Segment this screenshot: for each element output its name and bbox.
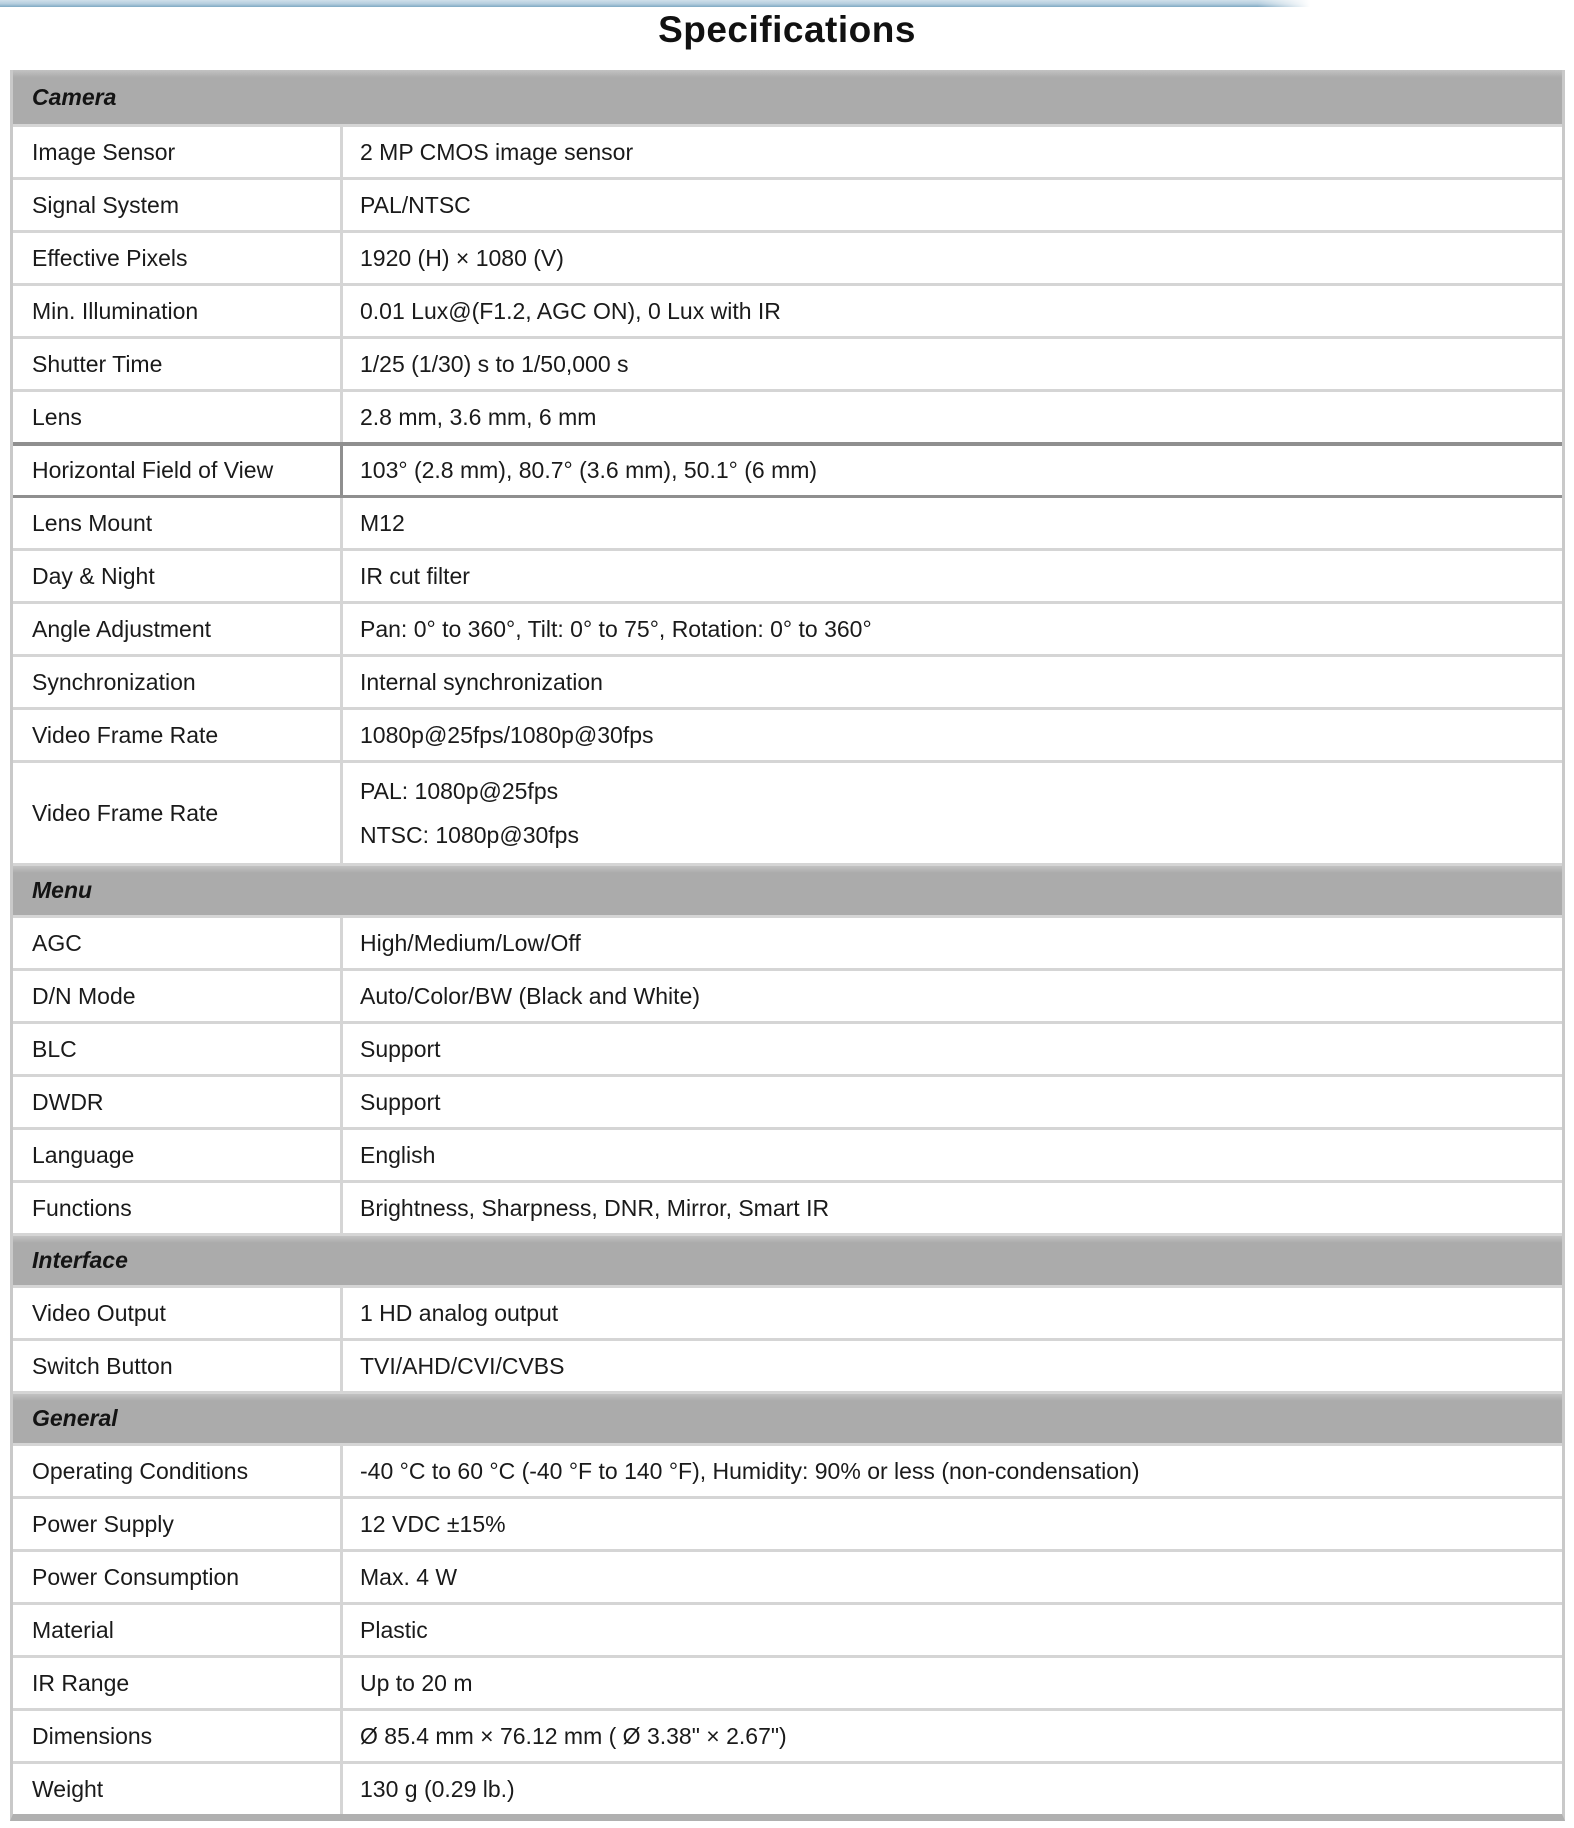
section-header-general: General bbox=[13, 1391, 1562, 1443]
spec-label: Angle Adjustment bbox=[13, 604, 343, 654]
spec-value: -40 °C to 60 °C (-40 °F to 140 °F), Humidity: 90% or less (non-condensation) bbox=[360, 1457, 1140, 1484]
spec-value: IR cut filter bbox=[360, 562, 470, 589]
spec-label: Lens bbox=[13, 392, 343, 442]
spec-row bbox=[13, 1127, 1562, 1180]
spec-label: Video Output bbox=[13, 1288, 343, 1338]
spec-label: BLC bbox=[13, 1024, 343, 1074]
spec-label: Image Sensor bbox=[13, 127, 343, 177]
spec-value: 1 HD analog output bbox=[360, 1299, 559, 1326]
spec-value: Up to 20 m bbox=[360, 1669, 473, 1696]
spec-row bbox=[13, 760, 1562, 863]
spec-value-line: PAL: 1080p@25fps bbox=[360, 778, 559, 805]
spec-value-line: NTSC: 1080p@30fps bbox=[360, 821, 579, 848]
spec-row bbox=[13, 336, 1562, 389]
spec-label: Power Supply bbox=[13, 1499, 343, 1549]
spec-label: Weight bbox=[13, 1764, 343, 1814]
spec-row bbox=[13, 389, 1562, 442]
spec-value: M12 bbox=[360, 509, 405, 536]
spec-value: Support bbox=[360, 1035, 441, 1062]
spec-row bbox=[13, 1338, 1562, 1391]
spec-value: Internal synchronization bbox=[360, 668, 603, 695]
spec-value: Ø 85.4 mm × 76.12 mm ( Ø 3.38" × 2.67") bbox=[360, 1722, 787, 1749]
spec-label: Video Frame Rate bbox=[13, 763, 343, 863]
spec-label: D/N Mode bbox=[13, 971, 343, 1021]
spec-label: Signal System bbox=[13, 180, 343, 230]
spec-row bbox=[13, 601, 1562, 654]
spec-row bbox=[13, 1021, 1562, 1074]
spec-value: 1080p@25fps/1080p@30fps bbox=[360, 721, 654, 748]
spec-label: DWDR bbox=[13, 1077, 343, 1127]
spec-label: Shutter Time bbox=[13, 339, 343, 389]
specifications-table bbox=[10, 70, 1565, 1821]
spec-value: 12 VDC ±15% bbox=[360, 1510, 506, 1537]
spec-label: Functions bbox=[13, 1183, 343, 1233]
spec-value: 130 g (0.29 lb.) bbox=[360, 1775, 515, 1802]
spec-label: Material bbox=[13, 1605, 343, 1655]
spec-row bbox=[13, 177, 1562, 230]
spec-value: Max. 4 W bbox=[360, 1563, 458, 1590]
spec-label: Lens Mount bbox=[13, 498, 343, 548]
spec-row bbox=[13, 548, 1562, 601]
section-header-interface: Interface bbox=[13, 1233, 1562, 1285]
spec-label: Day & Night bbox=[13, 551, 343, 601]
spec-row bbox=[13, 1180, 1562, 1233]
spec-value: Plastic bbox=[360, 1616, 428, 1643]
spec-label: AGC bbox=[13, 918, 343, 968]
spec-row bbox=[13, 442, 1562, 495]
spec-row bbox=[13, 1602, 1562, 1655]
spec-label: Dimensions bbox=[13, 1711, 343, 1761]
spec-label: Synchronization bbox=[13, 657, 343, 707]
spec-label: Switch Button bbox=[13, 1341, 343, 1391]
spec-label: Language bbox=[13, 1130, 343, 1180]
spec-row bbox=[13, 1074, 1562, 1127]
spec-label: Horizontal Field of View bbox=[13, 446, 343, 495]
spec-label: Min. Illumination bbox=[13, 286, 343, 336]
spec-value: 1/25 (1/30) s to 1/50,000 s bbox=[360, 350, 629, 377]
spec-label: Video Frame Rate bbox=[13, 710, 343, 760]
spec-value: PAL/NTSC bbox=[360, 191, 471, 218]
spec-label: IR Range bbox=[13, 1658, 343, 1708]
spec-value: High/Medium/Low/Off bbox=[360, 929, 581, 956]
spec-row bbox=[13, 915, 1562, 968]
spec-value bbox=[343, 763, 1562, 863]
spec-label: Power Consumption bbox=[13, 1552, 343, 1602]
spec-row bbox=[13, 283, 1562, 336]
page-title: Specifications bbox=[658, 9, 916, 50]
spec-value: Brightness, Sharpness, DNR, Mirror, Smart IR bbox=[360, 1194, 830, 1221]
spec-row bbox=[13, 1285, 1562, 1338]
spec-value: 0.01 Lux@(F1.2, AGC ON), 0 Lux with IR bbox=[360, 297, 781, 324]
section-header-camera: Camera bbox=[13, 70, 1562, 124]
spec-row bbox=[13, 495, 1562, 548]
spec-row bbox=[13, 707, 1562, 760]
spec-value: Auto/Color/BW (Black and White) bbox=[360, 982, 701, 1009]
spec-row bbox=[13, 230, 1562, 283]
spec-row bbox=[13, 1443, 1562, 1496]
spec-row bbox=[13, 654, 1562, 707]
spec-row bbox=[13, 124, 1562, 177]
spec-value: Support bbox=[360, 1088, 441, 1115]
spec-row bbox=[13, 1655, 1562, 1708]
spec-row bbox=[13, 1708, 1562, 1761]
spec-value: English bbox=[360, 1141, 436, 1168]
spec-value: 103° (2.8 mm), 80.7° (3.6 mm), 50.1° (6 mm) bbox=[360, 457, 818, 484]
spec-value: 1920 (H) × 1080 (V) bbox=[360, 244, 564, 271]
spec-value: Pan: 0° to 360°, Tilt: 0° to 75°, Rotation: 0° to 360° bbox=[360, 615, 872, 642]
spec-row bbox=[13, 1496, 1562, 1549]
spec-row bbox=[13, 1761, 1562, 1814]
spec-row bbox=[13, 1549, 1562, 1602]
spec-value: TVI/AHD/CVI/CVBS bbox=[360, 1352, 565, 1379]
spec-label: Effective Pixels bbox=[13, 233, 343, 283]
spec-label: Operating Conditions bbox=[13, 1446, 343, 1496]
spec-value: 2.8 mm, 3.6 mm, 6 mm bbox=[360, 403, 597, 430]
spec-value: 2 MP CMOS image sensor bbox=[360, 138, 634, 165]
section-header-menu: Menu bbox=[13, 863, 1562, 915]
top-accent-bar bbox=[0, 0, 1310, 7]
spec-row bbox=[13, 968, 1562, 1021]
